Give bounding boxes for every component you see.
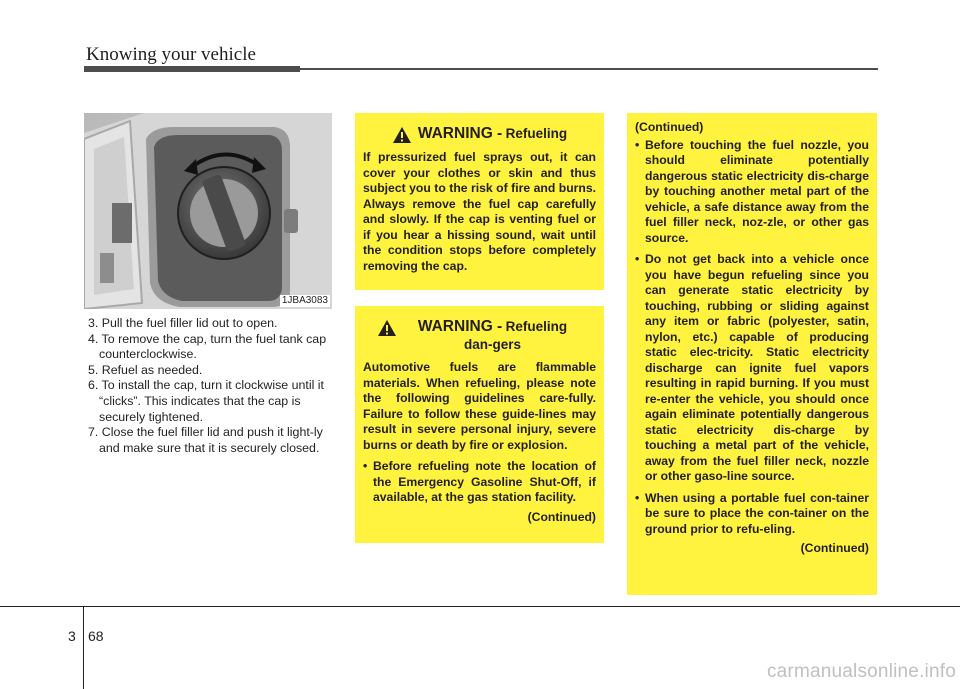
warning-box-refueling [355,113,604,290]
warning-subject: Refueling [505,126,568,141]
header-rule-thin [300,68,878,70]
step-5: 5. Refuel as needed. [88,362,203,377]
chapter-number: 3 [68,628,76,644]
warning-word: WARNING - [417,125,503,142]
header-rule-thick [84,66,300,72]
warning-header [363,318,596,354]
continued-label: (Continued) [527,509,596,524]
warning-header [363,125,596,144]
footer-divider [83,606,84,689]
continued-top-label: (Continued) [635,120,704,134]
warning-triangle-icon [377,319,397,337]
footer-rule [0,606,960,607]
warning-triangle-icon [392,126,412,144]
warning-body: If pressurized fuel sprays out, it can cover your clothes or skin and thus subject you to the risk of fire and burns. Always remove the fuel cap carefully and slowly. If the cap is venting fuel or if you hear a hissing sound, wait until the condition stops before completely removing the cap. [363,150,596,273]
warning-subject: Refueling dan-gers [463,319,568,352]
fuel-cap-illustration [84,113,332,309]
watermark: carmanualsonline.info [766,661,956,682]
warning-box-refueling-dangers [355,306,604,543]
warning-bullet: • When using a portable fuel con-tainer be sure to place the con-tainer on the ground prior to refu-eling. [635,490,869,536]
continued-label: (Continued) [800,541,869,555]
fuel-cap-photo [84,113,332,309]
warning-word: WARNING - [417,318,503,335]
step-3: 3. Pull the fuel filler lid out to open. [88,316,278,330]
step-4: 4. To remove the cap, turn the fuel tank cap counterclockwise. [88,331,327,362]
warning-bullet: • Before refueling note the location of the Emergency Gasoline Shut-Off, if available, at the gas station facility. [363,459,596,504]
step-6: 6. To install the cap, turn it clockwise until it “clicks”. This indicates that the cap is securely tightened. [88,378,324,424]
warning-body: Automotive fuels are flammable materials. When refueling, please note the following guidelines care-fully. Failure to follow these guide-lines may result in severe personal injury, severe burns or death by fire or explosion. [363,360,596,452]
refuel-steps [88,316,336,456]
warning-bullet: • Before touching the fuel nozzle, you should eliminate potentially dangerous static electricity dis-charge by touching another metal part of the vehicle, a safe distance away from the fuel filler neck, noz-zle, or other gas source. [635,137,869,245]
step-7: 7. Close the fuel filler lid and push it light-ly and make sure that it is securely closed. [88,425,323,455]
photo-code: 1JBA3083 [281,295,328,306]
warning-bullet: • Do not get back into a vehicle once you have begun refueling since you can generate static electricity by touching, rubbing or sliding against any item or fabric (polyester, satin, nylon, etc.) capable of producing static elec-tricity. Static electricity discharge can ignite fuel vapors resulting in rapid burning. If you must re-enter the vehicle, you should once again eliminate potentially dangerous static electricity dis-charge by touching a metal part of the vehicle, away from the fuel filler neck, nozzle or other gaso-line source. [635,252,869,483]
header-title: Knowing your vehicle [86,44,256,65]
warning-box-continued [627,113,877,595]
page-number: 68 [88,628,104,644]
